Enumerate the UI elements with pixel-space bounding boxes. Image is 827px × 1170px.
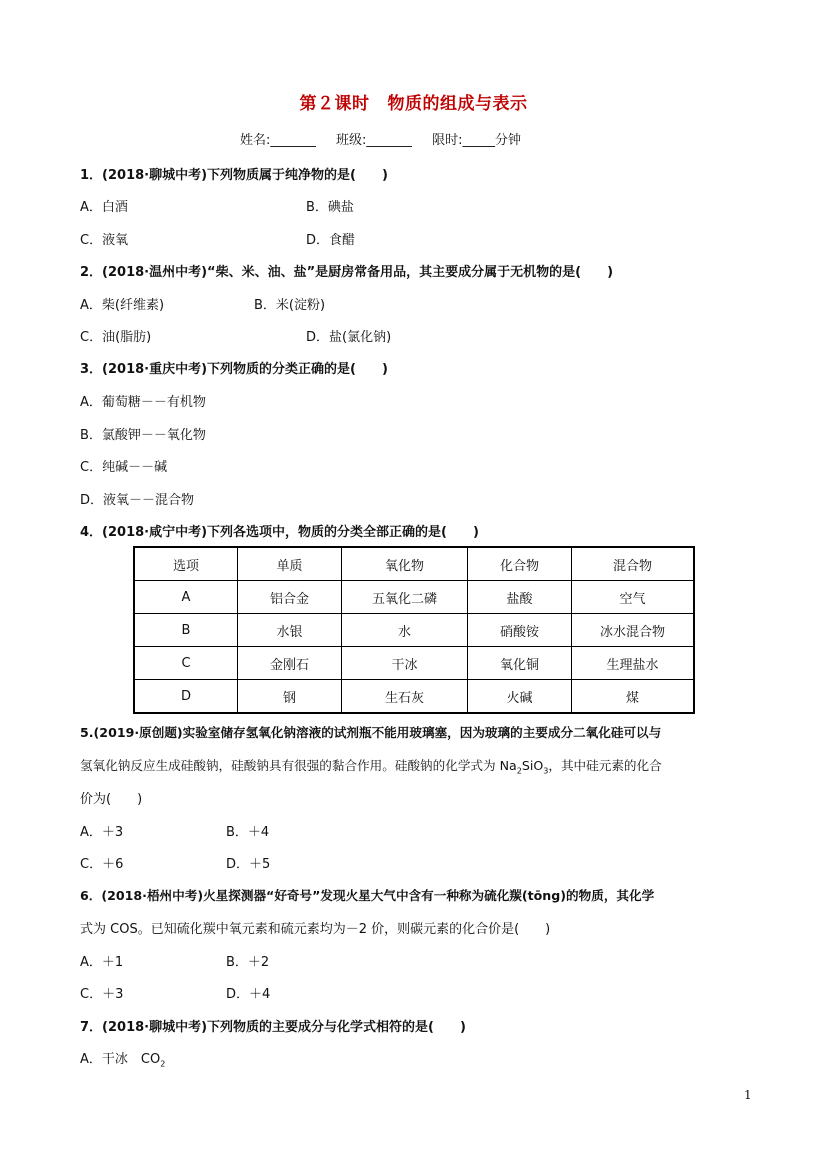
table-cell: 盐酸 xyxy=(468,581,572,614)
option-a[interactable]: A．白酒 xyxy=(80,200,128,215)
page-number: 1 xyxy=(744,1088,752,1102)
question-5-stem-line3: 价为( ) xyxy=(80,792,143,807)
question-5-options-row2 xyxy=(80,853,271,872)
option-d[interactable]: D．＋5 xyxy=(226,857,271,872)
option-c[interactable]: C．油(脂肪) xyxy=(80,330,152,345)
table-cell: D xyxy=(134,680,238,714)
option-b[interactable]: B．米(淀粉) xyxy=(254,298,326,313)
option-a[interactable]: A．葡萄糖－－有机物 xyxy=(80,395,206,410)
name-field[interactable]: 姓名:_______ xyxy=(240,133,316,148)
table-cell: C xyxy=(134,647,238,680)
table-cell: A xyxy=(134,581,238,614)
question-5-options-row1 xyxy=(80,821,270,840)
question-5-stem-line1: 5.(2019·原创题)实验室储存氢氧化钠溶液的试剂瓶不能用玻璃塞，因为玻璃的主要成分二氧化硅可以与 xyxy=(80,725,662,740)
option-b[interactable]: B．碘盐 xyxy=(306,200,354,215)
question-3-stem: 3．(2018·重庆中考)下列物质的分类正确的是( ) xyxy=(80,362,388,377)
table-cell: 生石灰 xyxy=(342,680,468,714)
option-c[interactable]: C．＋3 xyxy=(80,987,124,1002)
page-title xyxy=(0,89,827,114)
table-cell: 铝合金 xyxy=(238,581,342,614)
table-cell: 金刚石 xyxy=(238,647,342,680)
option-d[interactable]: D．食醋 xyxy=(306,233,356,248)
option-d[interactable]: D．盐(氯化钠) xyxy=(306,330,392,345)
option-a[interactable]: A．柴(纤维素) xyxy=(80,298,165,313)
table-row xyxy=(134,614,694,647)
header-cell: 化合物 xyxy=(468,547,572,581)
table-cell: 氧化铜 xyxy=(468,647,572,680)
class-field[interactable]: 班级:_______ xyxy=(336,133,412,148)
option-b[interactable]: B．氯酸钾－－氧化物 xyxy=(80,428,206,443)
option-a[interactable]: A．干冰 $CO_2$ xyxy=(80,1052,166,1069)
table-cell: 水 xyxy=(342,614,468,647)
lesson-topic: 物质的组成与表示 xyxy=(387,94,528,114)
table-cell: 水银 xyxy=(238,614,342,647)
question-6-stem-line1: 6．(2018·梧州中考)火星探测器“好奇号”发现火星大气中含有一种称为硫化羰(tōng)的物质，其化学 xyxy=(80,888,655,903)
header-cell: 单质 xyxy=(238,547,342,581)
header-cell: 选项 xyxy=(134,547,238,581)
option-d[interactable]: D．＋4 xyxy=(226,987,271,1002)
question-6-stem-line2: 式为 COS。已知硫化羰中氧元素和硫元素均为－2 价，则碳元素的化合价是( ) xyxy=(80,922,551,937)
table-cell: 钢 xyxy=(238,680,342,714)
question-7-stem: 7．(2018·聊城中考)下列物质的主要成分与化学式相符的是( ) xyxy=(80,1020,466,1035)
table-header-row xyxy=(134,547,694,581)
question-1-stem: 1．(2018·聊城中考)下列物质属于纯净物的是( ) xyxy=(80,168,388,183)
question-1-options-row1 xyxy=(80,196,354,215)
classification-table xyxy=(133,546,695,714)
table-row xyxy=(134,581,694,614)
student-info xyxy=(240,129,521,148)
lesson-number: 第２课时 xyxy=(299,94,370,114)
header-cell: 氧化物 xyxy=(342,547,468,581)
option-c[interactable]: C．液氧 xyxy=(80,233,129,248)
table-cell: 干冰 xyxy=(342,647,468,680)
table-cell: 空气 xyxy=(572,581,695,614)
question-1-options-row2 xyxy=(80,229,356,248)
table-cell: 五氧化二磷 xyxy=(342,581,468,614)
option-b[interactable]: B．＋4 xyxy=(226,825,270,840)
question-2-options-row1 xyxy=(80,294,326,313)
table-cell: 煤 xyxy=(572,680,695,714)
question-4-stem: 4．(2018·咸宁中考)下列各选项中，物质的分类全部正确的是( ) xyxy=(80,525,479,540)
table-cell: 火碱 xyxy=(468,680,572,714)
table-cell: 硝酸铵 xyxy=(468,614,572,647)
option-a[interactable]: A．＋1 xyxy=(80,955,124,970)
table-row xyxy=(134,647,694,680)
table-cell: 冰水混合物 xyxy=(572,614,695,647)
question-6-options-row2 xyxy=(80,983,271,1002)
question-6-options-row1 xyxy=(80,951,270,970)
question-2-stem: 2．(2018·温州中考)“柴、米、油、盐”是厨房常备用品，其主要成分属于无机物的是( ) xyxy=(80,265,614,280)
table-row xyxy=(134,680,694,714)
question-2-options-row2 xyxy=(80,326,392,345)
option-b[interactable]: B．＋2 xyxy=(226,955,270,970)
option-a[interactable]: A．＋3 xyxy=(80,825,124,840)
table-cell: 生理盐水 xyxy=(572,647,695,680)
option-d[interactable]: D．液氧－－混合物 xyxy=(80,493,195,508)
table-cell: B xyxy=(134,614,238,647)
option-c[interactable]: C．＋6 xyxy=(80,857,124,872)
question-5-stem-line2: 氢氧化钠反应生成硅酸钠，硅酸钠具有很强的黏合作用。硅酸钠的化学式为 $Na_2SiO_3$，其中硅元素的化合 xyxy=(80,758,662,776)
option-c[interactable]: C．纯碱－－碱 xyxy=(80,460,168,475)
time-limit-field[interactable]: 限时:_____分钟 xyxy=(432,133,521,148)
header-cell: 混合物 xyxy=(572,547,695,581)
